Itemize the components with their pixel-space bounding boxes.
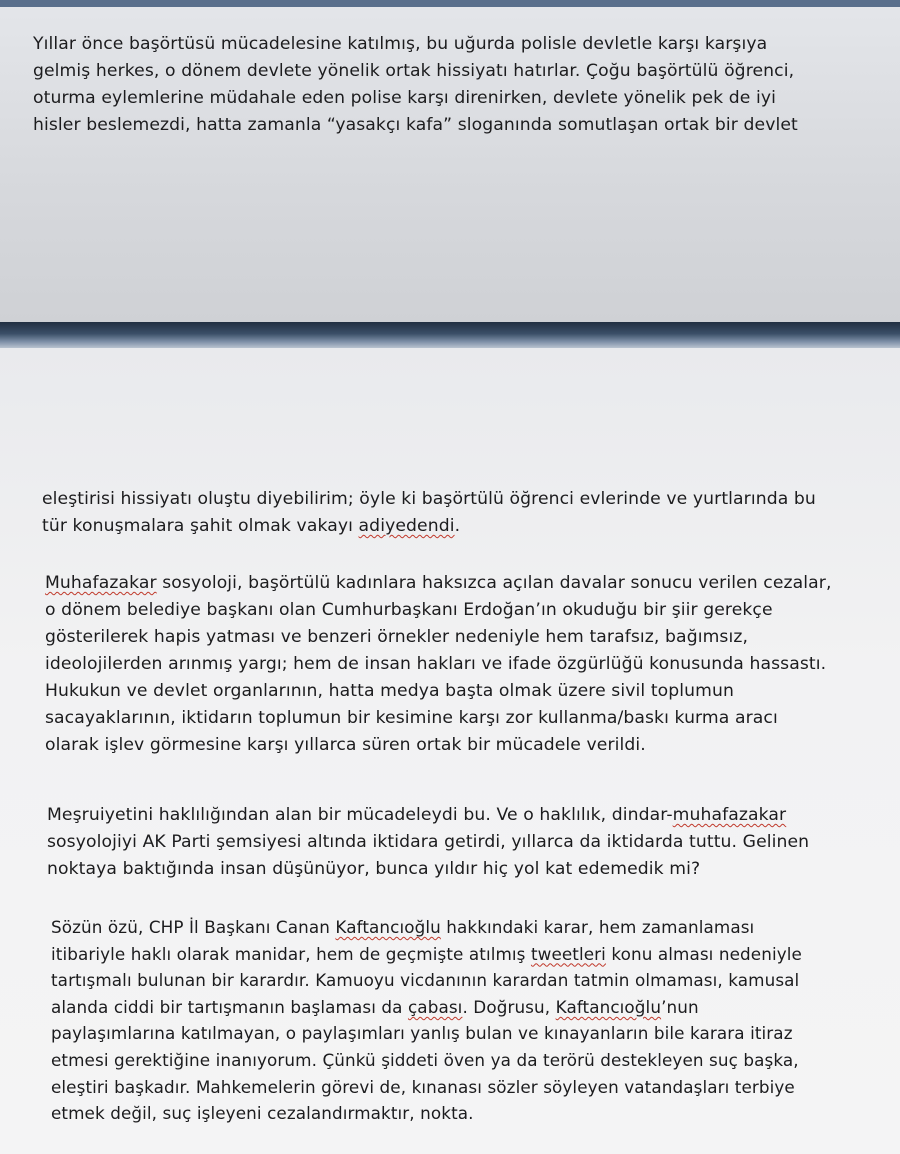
spellcheck-word: muhafazakar [672,805,787,825]
text-line: eleştiri başkadır. Mahkemelerin görevi de, kınanası sözler söyleyen vatandaşları terbiye [51,1076,795,1097]
text-line: noktaya baktığında insan düşünüyor, bunca yıldır hiç yol kat edemedik mi? [47,859,701,879]
text-line: itibariyle haklı olarak manidar, hem de geçmişte atılmış tweetleri konu alması nedeniyle [51,943,802,964]
text-line: o dönem belediye başkanı olan Cumhurbaşkanı Erdoğan’ın okuduğu bir şiir gerekçe [45,600,773,620]
text-line: sacayaklarının, iktidarın toplumun bir kesimine karşı zor kullanma/baskı kurma aracı [45,708,778,728]
spellcheck-word: Kaftancıoğlu [555,996,662,1017]
paragraph-5 [51,914,802,1127]
text-line: ideolojilerden arınmış yargı; hem de insan hakları ve ifade özgürlüğü konusunda hassastı. [45,654,827,674]
text-line: gösterilerek hapis yatması ve benzeri örnekler nedeniyle hem tarafsız, bağımsız, [45,627,749,647]
text-line: olarak işlev görmesine karşı yıllarca süren ortak bir mücadele verildi. [45,735,646,755]
spellcheck-word: çabası [407,996,463,1017]
spellcheck-word: adiyedendi [358,516,455,536]
text-line: Muhafazakar sosyoloji, başörtülü kadınlara haksızca açılan davalar sonucu verilen cezalar, [45,573,832,593]
text-line: sosyolojiyi AK Parti şemsiyesi altında iktidara getirdi, yıllarca da iktidarda tuttu. Gelinen [47,832,810,852]
text-line: tür konuşmalara şahit olmak vakayı adiyedendi. [42,516,461,536]
text-line: gelmiş herkes, o dönem devlete yönelik ortak hissiyatı hatırlar. Çoğu başörtülü öğrenci, [33,61,795,81]
text-line: tartışmalı bulunan bir karardır. Kamuoyu vicdanının karardan tatmin olmaması, kamusal [51,970,800,991]
text-line: Sözün özü, CHP İl Başkanı Canan Kaftancıoğlu hakkındaki karar, hem zamanlaması [51,917,755,937]
text-line: Hukukun ve devlet organlarının, hatta medya başta olmak üzere sivil toplumun [45,681,734,701]
spellcheck-word: Muhafazakar [45,573,157,593]
paragraph-4 [47,802,809,883]
text-line: alanda ciddi bir tartışmanın başlaması da çabası. Doğrusu, Kaftancıoğlu’nun [51,996,699,1017]
spellcheck-word: Kaftancıoğlu [335,917,441,937]
window-top-strip [0,0,900,7]
text-line: hisler beslemezdi, hatta zamanla “yasakçı kafa” sloganında somutlaşan ortak bir devlet [33,115,798,135]
text-line: eleştirisi hissiyatı oluştu diyebilirim; öyle ki başörtülü öğrenci evlerinde ve yurtlarında bu [42,489,816,509]
text-line: paylaşımlarına katılmayan, o paylaşımları yanlış bulan ve kınayanların bile karara itiraz [51,1023,793,1044]
text-line: etmek değil, suç işleyeni cezalandırmaktır, nokta. [51,1103,474,1124]
spellcheck-word: tweetleri [530,943,606,964]
paragraph-1 [33,31,798,139]
text-line: etmesi gerektiğine inanıyorum. Çünkü şiddeti öven ya da terörü destekleyen suç başka, [51,1049,799,1070]
paragraph-2 [42,486,816,540]
paragraph-3 [45,570,832,759]
page-break-separator [0,322,900,348]
text-line: Yıllar önce başörtüsü mücadelesine katılmış, bu uğurda polisle devletle karşı karşıya [33,34,768,54]
text-line: Meşruiyetini haklılığından alan bir mücadeleydi bu. Ve o haklılık, dindar-muhafazakar [47,805,787,825]
text-line: oturma eylemlerine müdahale eden polise karşı direnirken, devlete yönelik pek de iyi [33,88,777,108]
